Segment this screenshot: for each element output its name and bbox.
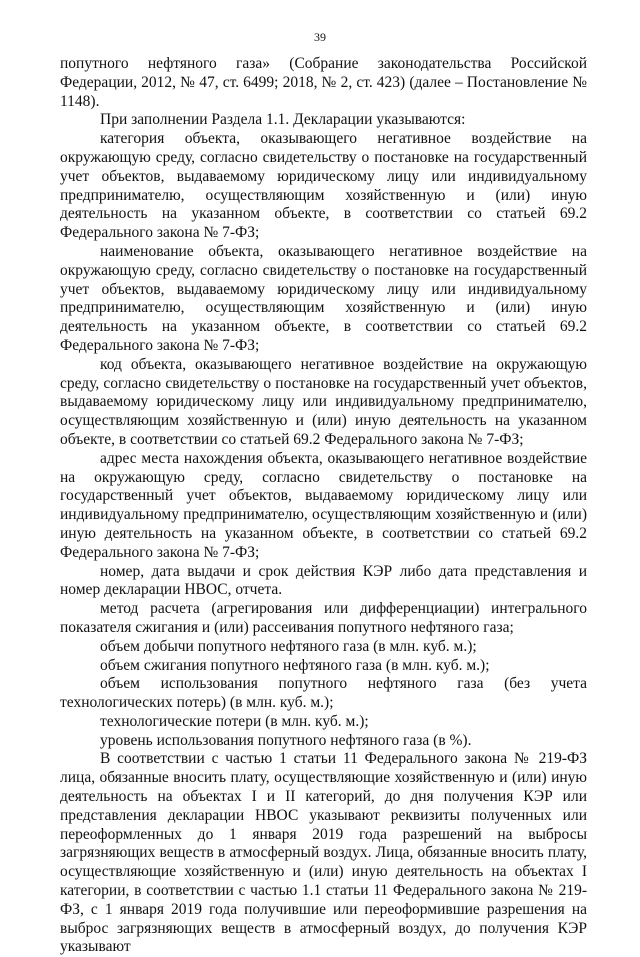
paragraph: При заполнении Раздела 1.1. Декларации указываются: <box>100 111 466 129</box>
paragraph: адрес места нахождения объекта, оказывающего негативное воздействие на окружающую среду, согласно свидетельству о постановке на государственный учет объектов, выдаваемому юридическому лицу или индивидуальному предпринимателю, осуществляющим хозяйственную и (или) иную деятельность на указанном объекте, в соответствии со статьей 69.2 Федерального закона № 7-ФЗ; <box>60 449 587 561</box>
paragraph: код объекта, оказывающего негативное воздействие на окружающую среду, согласно свидетельству о постановке на государственный учет объектов, выдаваемому юридическому лицу или индивидуальному предпринимателю, осуществляющим хозяйственную и (или) иную деятельность на указанном объекте, в соответствии со статьей 69.2 Федерального закона № 7-ФЗ; <box>60 355 587 448</box>
paragraph: объем добычи попутного нефтяного газа (в млн. куб. м.); <box>100 637 477 655</box>
paragraph: номер, дата выдачи и срок действия КЭР либо дата представления и номер декларации НВОС, отчета. <box>60 562 587 599</box>
paragraph: уровень использования попутного нефтяного газа (в %). <box>100 731 472 749</box>
paragraph: В соответствии с частью 1 статьи 11 Федерального закона № 219-ФЗ лица, обязанные вносить плату, осуществляющие хозяйственную и (или) иную деятельность на объектах I и II категорий, до дня получения КЭР или представления декларации НВОС указывают реквизиты полученных или переоформленных до 1 января 2019 года разрешений на выбросы загрязняющих веществ в атмосферный воздух. Лица, обязанные вносить плату, осуществляющие хозяйственную и (или) иную деятельность на объектах I категории, в соответствии с частью 1.1 статьи 11 Федерального закона № 219-ФЗ, с 1 января 2019 года получившие или переоформившие разрешения на выброс загрязняющих веществ в атмосферный воздух, до получения КЭР указывают <box>60 750 587 956</box>
paragraph: попутного нефтяного газа» (Собрание законодательства Российской Федерации, 2012, № 47, ст. 6499; 2018, № 2, ст. 423) (далее – Постановление № 1148). <box>60 55 587 110</box>
paragraph: объем сжигания попутного нефтяного газа (в млн. куб. м.); <box>100 656 490 674</box>
paragraph: объем использования попутного нефтяного газа (без учета технологических потерь) (в млн. куб. м.); <box>60 675 587 712</box>
paragraph: технологические потери (в млн. куб. м.); <box>100 712 369 730</box>
page-number: 39 <box>314 30 326 44</box>
paragraph: категория объекта, оказывающего негативное воздействие на окружающую среду, согласно свидетельству о постановке на государственный учет объектов, выдаваемому юридическому лицу или индивидуальному предпринимателю, осуществляющим хозяйственную и (или) иную деятельность на указанном объекте, в соответствии со статьей 69.2 Федерального закона № 7-ФЗ; <box>60 130 587 242</box>
paragraph: наименование объекта, оказывающего негативное воздействие на окружающую среду, согласно свидетельству о постановке на государственный учет объектов, выдаваемому юридическому лицу или индивидуальному предпринимателю, осуществляющим хозяйственную и (или) иную деятельность на указанном объекте, в соответствии со статьей 69.2 Федерального закона № 7-ФЗ; <box>60 242 587 354</box>
paragraph: метод расчета (агрегирования или дифференциации) интегрального показателя сжигания и (или) рассеивания попутного нефтяного газа; <box>60 600 587 636</box>
body-text <box>60 55 587 957</box>
